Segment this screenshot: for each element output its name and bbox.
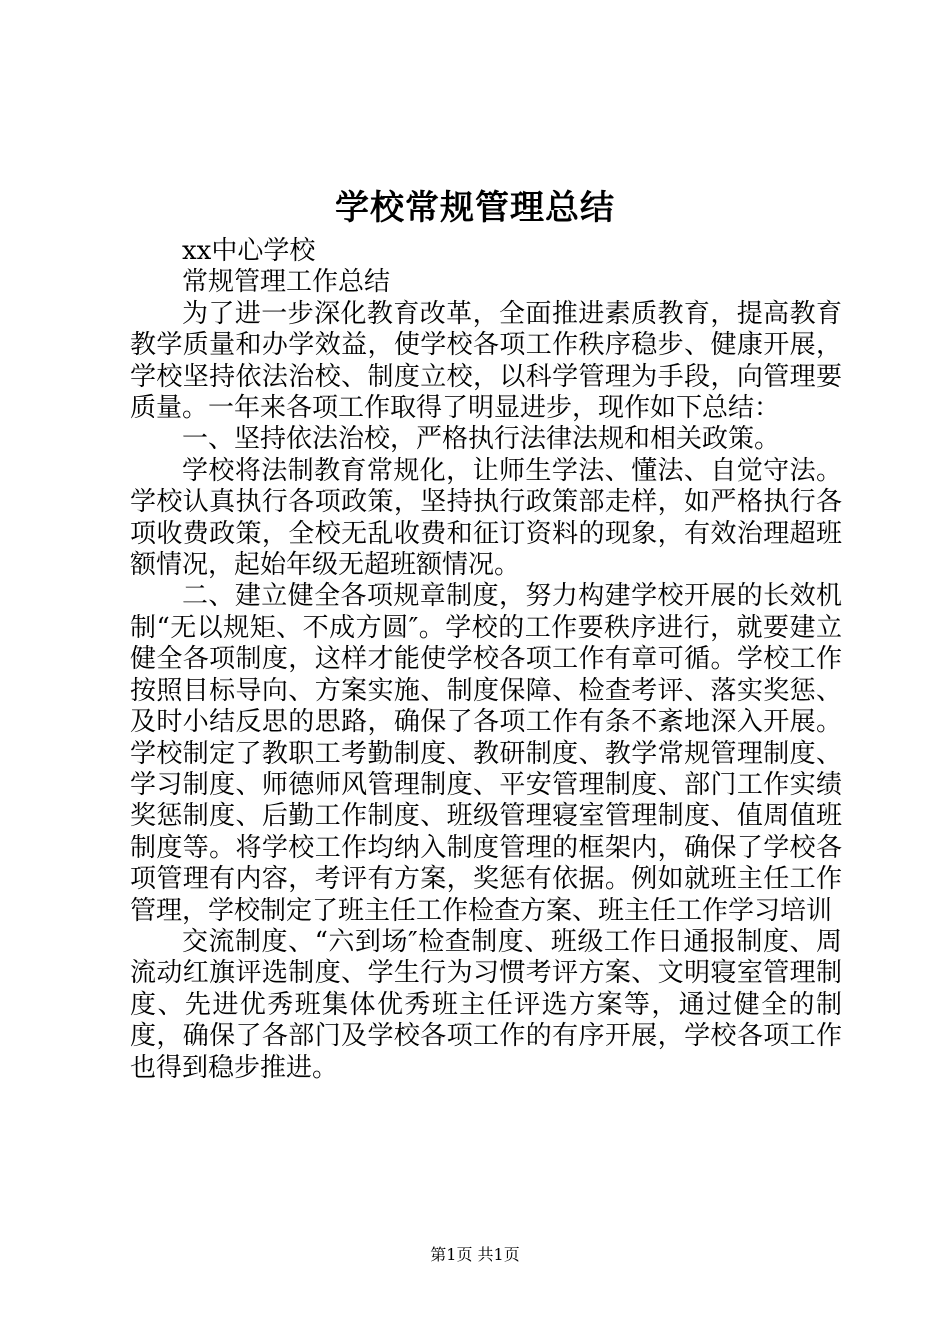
section-heading-2-paragraph: 二、建立健全各项规章制度，努力构建学校开展的长效机制“无以规矩、不成方圆″。学校的工作要秩序进行，就要建立健全各项制度，这样才能使学校各项工作有章可循。学校工作按照目标导向、方案实施、制度保障、检查考评、落实奖惩、及时小结反思的思路，确保了各项工作有条不紊地深入开展。学校制定了教职工考勤制度、教研制度、教学常规管理制度、学习制度、师德师风管理制度、平安管理制度、部门工作实绩奖惩制度、后勤工作制度、班级管理寝室管理制度、值周值班制度等。将学校工作均纳入制度管理的框架内，确保了学校各项管理有内容，考评有方案，奖惩有依据。例如就班主任工作管理，学校制定了班主任工作检查方案、班主任工作学习培训 <box>130 581 842 926</box>
school-name-line: xx中心学校 <box>182 236 316 266</box>
closing-paragraph: 交流制度、“六到场″检查制度、班级工作日通报制度、周流动红旗评选制度、学生行为习惯考评方案、文明寝室管理制度、先进优秀班集体优秀班主任评选方案等，通过健全的制度，确保了各部门及学校各项工作的有序开展，学校各项工作也得到稳步推进。 <box>130 926 842 1083</box>
intro-paragraph: 为了进一步深化教育改革，全面推进素质教育，提高教育教学质量和办学效益，使学校各项工作秩序稳步、健康开展，学校坚持依法治校、制度立校，以科学管理为手段，向管理要质量。一年来各项工作取得了明显进步，现作如下总结： <box>130 298 842 424</box>
section-1-paragraph: 学校将法制教育常规化，让师生学法、懂法、自觉守法。学校认真执行各项政策，坚持执行政策部走样，如严格执行各项收费政策，全校无乱收费和征订资料的现象，有效治理超班额情况，起始年级无超班额情况。 <box>130 455 842 581</box>
subtitle-line: 常规管理工作总结 <box>182 267 391 298</box>
document-body <box>130 236 842 1084</box>
section-heading-1: 一、坚持依法治校，严格执行法律法规和相关政策。 <box>182 424 781 455</box>
document-title: 学校常规管理总结 <box>335 188 615 228</box>
page-footer: 第1页 共1页 <box>430 1245 520 1264</box>
